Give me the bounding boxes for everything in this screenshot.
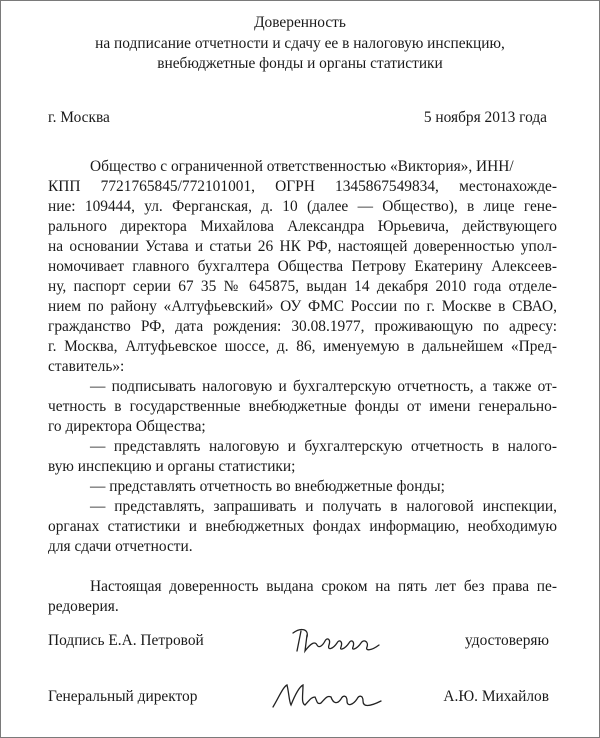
text-line: гражданство РФ, дата рождения: 30.08.1977, проживающую по адресу:	[48, 318, 557, 335]
text-line: — представлять налоговую и бухгалтерскую отчетность в налого-	[90, 438, 557, 455]
document-subtitle-line2: внебюджетные фонды и органы статистики	[157, 55, 443, 72]
document-title: Доверенность	[254, 14, 346, 31]
text-line: г. Москва, Алтуфьевское шоссе, д. 86, именуемую в дальнейшем «Пред-	[48, 338, 557, 355]
text-line: редоверия.	[48, 598, 119, 615]
authority-item-1	[48, 377, 557, 437]
closing-paragraph	[48, 577, 557, 617]
text-line: рального директора Михайлова Александра Юрьевича, действующего	[48, 218, 557, 235]
signature-label-petrova: Подпись Е.А. Петровой	[48, 632, 204, 649]
document-body	[48, 157, 557, 617]
text-line: ставитель»:	[48, 358, 125, 375]
director-name: А.Ю. Михайлов	[443, 688, 549, 705]
text-line: — представлять, запрашивать и получать в налоговой инспекции,	[90, 498, 557, 515]
text-line: ние: 109444, ул. Ферганская, д. 10 (далее — Общество), в лице гене-	[48, 198, 557, 215]
text-line: на основании Устава и статьи 26 НК РФ, настоящей доверенностью упол-	[48, 238, 557, 255]
text-line: для сдачи отчетности.	[48, 538, 193, 555]
text-line: органах статистики и внебюджетных фондах информацию, необходимую	[48, 518, 557, 535]
authority-item-4	[48, 497, 557, 557]
document-subtitle-line1: на подписание отчетности и сдачу ее в налоговую инспекцию,	[95, 35, 505, 52]
document-city: г. Москва	[48, 109, 110, 126]
text-line: КПП 7721765845/772101001, ОГРН 1345867549834, местонахожде-	[48, 178, 557, 195]
text-line: Общество с ограниченной ответственностью «Виктория», ИНН/	[90, 158, 514, 175]
authority-item-2	[48, 437, 557, 477]
text-line: вую инспекцию и органы статистики;	[48, 458, 296, 475]
text-line: нием по району «Алтуфьевский» ОУ ФМС России по г. Москве в СВАО,	[48, 298, 557, 315]
handwritten-signature-petrova	[287, 621, 383, 659]
document-date: 5 ноября 2013 года	[423, 109, 547, 126]
handwritten-signature-mikhailov	[269, 677, 385, 717]
text-line: четность в государственные внебюджетные фонды от имени генерально-	[48, 398, 557, 415]
text-line: го директора Общества;	[48, 418, 206, 435]
text-line: номочивает главного бухгалтера Общества Петрову Екатерину Алексеев-	[48, 258, 557, 275]
text-line: ну, паспорт серии 67 35 № 645875, выдан 14 декабря 2010 года отделе-	[48, 278, 557, 295]
text-line: Настоящая доверенность выдана сроком на пять лет без права пе-	[90, 578, 557, 595]
paragraph-main	[48, 157, 557, 377]
text-line: — подписывать налоговую и бухгалтерскую отчетность, а также от-	[90, 378, 557, 395]
text-line: — представлять отчетность во внебюджетные фонды;	[90, 478, 445, 495]
authority-item-3	[48, 477, 557, 497]
signature-label-director: Генеральный директор	[48, 688, 198, 705]
certify-text: удостоверяю	[465, 632, 549, 649]
